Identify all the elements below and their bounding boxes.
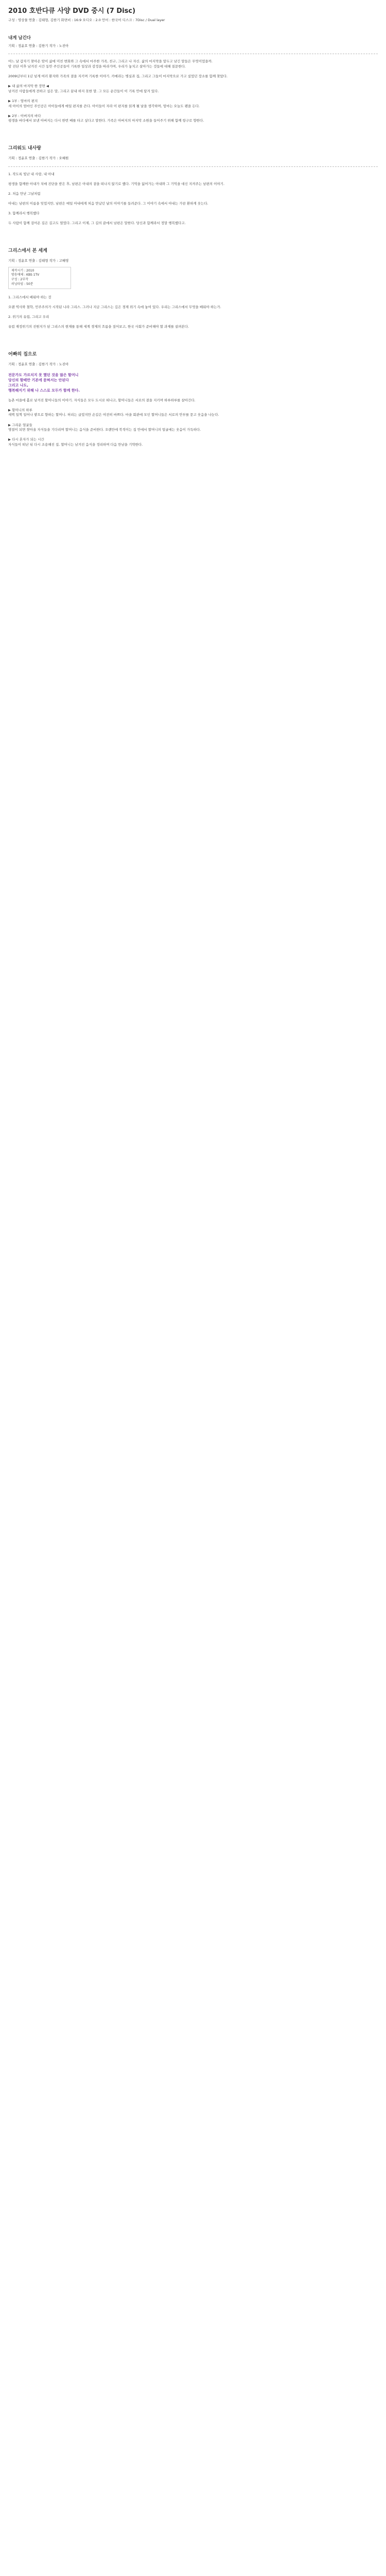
document-meta: 구성 : 영상물 연출 : 김태형, 김한기 화면비 : 16:9 오디오 : 2.0 언어 : 한국어 디스크 : 7Disc / Dual layer — [8, 18, 165, 22]
section-2 — [8, 144, 378, 226]
paragraph: ▶ 2부 : 아버지의 바다 평생을 바다에서 보낸 아버지는 다시 한번 배를 타고 싶다고 말한다. 가족은 아버지의 마지막 소원을 들어주기 위해 함께 항구로 향한다. — [8, 113, 204, 123]
section-title: 내게 남긴다 — [8, 35, 31, 41]
paragraph: 1. 그리스에서 배워야 하는 것 오랜 역사와 철학, 민주주의가 시작된 나라 그리스. 그러나 지금 그리스는 깊은 경제 위기 속에 놓여 있다. 우리는 그리스에서 무엇을 배워야 하는가. — [8, 295, 221, 309]
paragraph: 2009년부터 1년 넘게 여러 환자와 가족의 곁을 지키며 기록한 이야기. 카메라는 병실과 집, 그리고 그들이 마지막으로 가고 싶었던 장소를 함께 찾았다. — [8, 74, 228, 78]
paragraph: 2. 위기의 유럽, 그리고 우리 유럽 재정위기의 진원지가 된 그리스의 현재를 통해 세계 경제의 흐름을 짚어보고, 한국 사회가 준비해야 할 과제를 살펴본다. — [8, 315, 189, 329]
section-title: 그리워도 내사랑 — [8, 145, 41, 151]
paragraph: 3. 함께라서 행복했다 두 사람이 함께 걸어온 길은 길고도 멀었다. 그리고 이제, 그 길의 끝에서 남편은 말한다. 당신과 함께라서 정말 행복했다고. — [8, 211, 186, 226]
section-subtitle: 기획 : 정윤호 연출 : 김한기 작가 : 노진아 — [8, 362, 69, 366]
paragraph: 농촌 마을에 홀로 남겨진 할머니들의 이야기. 자식들은 모두 도시로 떠나고, 할머니들은 서로의 곁을 지키며 하루하루를 살아간다. — [8, 398, 196, 402]
section-title: 어빠의 집으로 — [8, 351, 37, 357]
info-table — [8, 267, 71, 289]
highlight-quote: 전문가도 가르치지 못 했던 것을 많은 할머니 당신의 할배만 기본에 묻혀서는 안된다 그리고 나도, 행복해지기 위해 나 스스로 모두가 함께 한다. — [8, 372, 80, 393]
paragraph: 2. 처음 만난 그날처럼 아내는 남편의 이름을 잊었지만, 남편은 매일 아내에게 처음 만났던 날의 이야기를 들려준다. 그 이야기 속에서 아내는 가끔 환하게 웃는다. — [8, 191, 208, 206]
section-title: 그리스에서 본 세계 — [8, 248, 47, 254]
document-page — [8, 5, 378, 448]
paragraph: ▶ 다시 혼자가 되는 시간 자식들이 떠난 뒤 다시 조용해진 집. 할머니는 남겨진 음식을 정리하며 다음 만남을 기약한다. — [8, 437, 143, 447]
section-subtitle: 기획 : 정윤호 연출 : 김한기 작가 : 노진아 — [8, 43, 69, 48]
section-divider — [8, 166, 378, 167]
section-4 — [8, 350, 378, 448]
paragraph: ▶ 1부 : 엄마의 편지 세 아이의 엄마인 주인공은 아이들에게 매일 편지를 쓴다. 아이들이 자라 이 편지를 읽게 될 날을 생각하며, 엄마는 오늘도 펜을 든다. — [8, 98, 200, 108]
document-title: 2010 호반다큐 사양 DVD 중시 (7 Disc) — [8, 7, 136, 15]
info-table-content: 제작시기 : 2010 방송매체 : KBS 1TV 구성 : 2부작 러닝타임 : 50분 — [11, 268, 40, 286]
section-3 — [8, 247, 378, 330]
section-subtitle: 기획 : 정윤호 연출 : 김한기 작가 : 오혜원 — [8, 156, 69, 160]
paragraph: 1. 작도록 빛난 내 사랑, 내 아내 평생을 함께한 아내가 치매 진단을 받은 후, 남편은 아내의 곁을 떠나지 않기로 했다. 기억을 잃어가는 아내와 그 기억을 대신 지켜주는 남편의 이야기. — [8, 172, 225, 186]
paragraph: ▶ 그리운 얼굴들 명절이 되면 찾아올 자식들을 기다리며 할머니는 음식을 준비한다. 오랜만에 북적이는 집 안에서 할머니의 얼굴에는 웃음이 가득하다. — [8, 422, 201, 432]
section-1 — [8, 35, 378, 124]
section-subtitle: 기획 : 정윤호 연출 : 김태형 작가 : 고혜영 — [8, 259, 69, 263]
paragraph: 어느 날 갑자기 찾아온 암이 삶에 미친 변화와 그 속에서 마주한 가족, 친구, 그리고 나 자신. 삶의 마지막을 앞두고 남긴 말들은 무엇이었을까. 암 진단 이후 남겨진 시간 동안 주인공들이 기록한 일상과 감정을 따라가며, 우리가 놓치고 살아가는 것들에 대해 질문한다. — [8, 59, 213, 69]
paragraph: ▶ 할머니의 하루 새벽 일찍 일어나 밭으로 향하는 할머니. 허리는 굽었지만 손길은 여전히 바쁘다. 마을 회관에 모인 할머니들은 서로의 안부를 묻고 웃음을 나눈다. — [8, 408, 219, 417]
paragraph: ▶ 내 삶의 마지막 한 장면 ◀ 남겨진 사람들에게 전하고 싶은 말, 그리고 끝내 하지 못한 말. 그 모든 순간들이 이 기록 안에 담겨 있다. — [8, 84, 159, 93]
